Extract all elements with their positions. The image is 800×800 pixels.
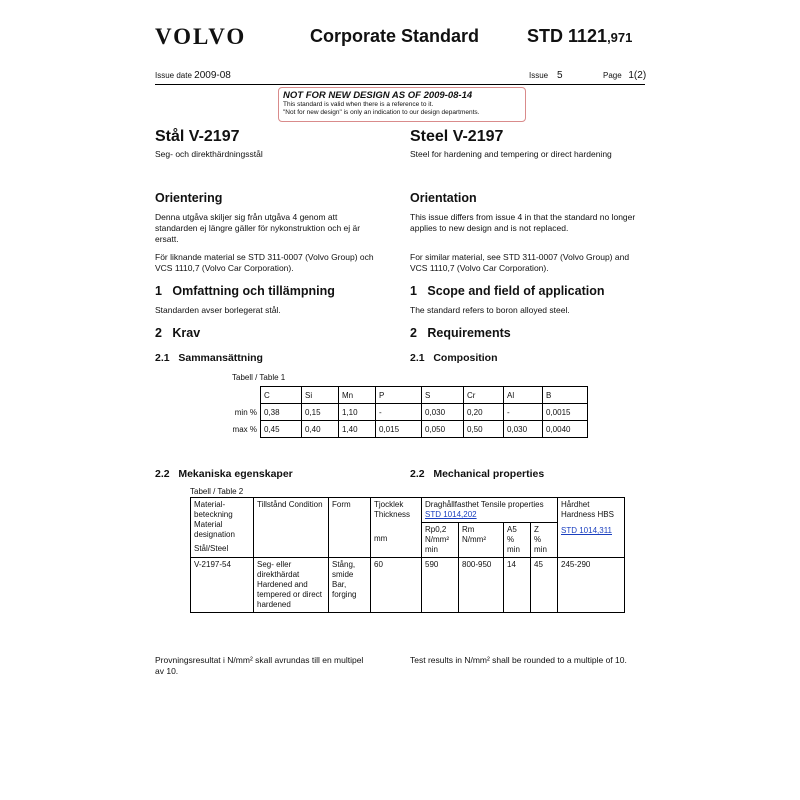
a5-symbol: A5 [507,525,517,534]
orientation-heading-en: Orientation [410,191,477,205]
condition-header: Tillstånd Condition [254,498,329,558]
notice-line-1: This standard is valid when there is a reference to it. [283,101,434,108]
rp-cell: 590 [422,558,459,613]
row-label: min % [234,407,257,417]
z-header [531,523,558,558]
orientation-p1-sv: Denna utgåva skiljer sig från utgåva 4 genom att standarden ej längre gäller för nykonstruktion och ej är ersatt. [155,212,361,244]
form-header: Form [329,498,371,558]
hardness-header-text: Hårdhet Hardness HBS [561,500,614,519]
section-2-heading-en: 2 Requirements [410,326,511,340]
standard-number-main: STD 1121 [527,26,608,46]
table-cell: 0,0040 [543,421,588,438]
table-header-cell: S [422,387,464,404]
section-2-1-heading-sv: 2.1 Sammansättning [155,352,263,364]
thickness-header [371,498,422,558]
material-header-sub: Stål/Steel [194,544,229,553]
row-label: max % [232,424,257,434]
table-header-cell: Si [302,387,339,404]
tensile-standard-link[interactable]: STD 1014,202 [425,510,477,519]
hardness-header [558,498,625,558]
document-type-title: Corporate Standard [310,26,480,46]
hardness-standard-link[interactable]: STD 1014,311 [561,526,612,535]
notice-title: NOT FOR NEW DESIGN AS OF 2009-08-14 [283,90,473,101]
rounding-note-sv: Provningsresultat i N/mm² skall avrundas till en multipel av 10. [155,655,364,676]
z-cell: 45 [531,558,558,613]
a5-header [504,523,531,558]
thickness-header-text: Tjocklek Thickness [374,500,411,519]
issue-label: Issue [529,71,549,80]
tensile-header [422,498,558,523]
rm-symbol: Rm [462,525,475,534]
page-number [603,70,646,81]
rounding-note-en: Test results in N/mm² shall be rounded to a multiple of 10. [410,655,627,665]
rm-header [459,523,504,558]
issue-date-value: 2009-08 [194,70,231,81]
issue-date [155,70,231,81]
z-unit: % min [534,535,547,554]
table-header-row [226,387,588,404]
table-cell: 0,15 [302,404,339,421]
orientation-p2-en: For similar material, see STD 311-0007 (Volvo Group) and VCS 1110,7 (Volvo Car Corporation). [410,252,630,273]
section-1-heading-sv: 1 Omfattning och tillämpning [155,284,335,298]
thickness-unit: mm [374,534,388,543]
table-2-caption: Tabell / Table 2 [190,487,244,496]
section-1-text-en: The standard refers to boron alloyed steel. [410,305,570,315]
thickness-cell: 60 [371,558,422,613]
table-header-cell: Mn [339,387,376,404]
table-header-cell: Cr [464,387,504,404]
header-divider [155,84,645,85]
volvo-logo: VOLVO [155,24,247,49]
table-row [191,558,625,613]
rp-header [422,523,459,558]
standard-number-suffix: ,971 [607,30,633,45]
table-corner [226,387,261,404]
table-header-cell: C [261,387,302,404]
standard-number [527,26,632,47]
material-header [191,498,254,558]
section-1-heading-en: 1 Scope and field of application [410,284,605,298]
table-header-cell: Al [504,387,543,404]
hardness-cell: 245-290 [558,558,625,613]
a5-unit: % min [507,535,520,554]
table-cell: 1,40 [339,421,376,438]
title-sv: Stål V-2197 [155,128,240,145]
material-cell: V-2197-54 [191,558,254,613]
section-1-text-sv: Standarden avser borlegerat stål. [155,305,281,315]
issue-number [529,70,563,81]
a5-cell: 14 [504,558,531,613]
not-for-new-design-notice [278,87,526,122]
section-2-2-heading-en: 2.2 Mechanical properties [410,468,545,480]
table-cell: 0,20 [464,404,504,421]
composition-table [226,386,588,438]
table-cell: 0,50 [464,421,504,438]
table-cell: 0,38 [261,404,302,421]
tensile-header-text: Draghållfasthet Tensile properties [425,500,544,509]
table-row [226,404,588,421]
section-2-heading-sv: 2 Krav [155,326,201,340]
issue-value: 5 [557,70,563,81]
rm-unit: N/mm² [462,535,486,544]
table-header-row [191,498,625,523]
subtitle-en: Steel for hardening and tempering or direct hardening [410,149,612,159]
table-cell: 0,0015 [543,404,588,421]
rm-cell: 800-950 [459,558,504,613]
table-cell: 0,030 [504,421,543,438]
orientation-p2-sv: För liknande material se STD 311-0007 (Volvo Group) och VCS 1110,7 (Volvo Car Corporation). [155,252,374,273]
material-header-text: Material-beteckning Material designation [194,500,235,539]
table-cell: - [504,404,543,421]
rp-unit: N/mm² min [425,535,449,554]
page-value: 1(2) [628,70,647,81]
table-cell: 0,030 [422,404,464,421]
page-label: Page [603,71,622,80]
form-cell: Stång, smide Bar, forging [329,558,371,613]
issue-date-label: Issue date [155,71,192,80]
subtitle-sv: Seg- och direkthärdningsstål [155,149,263,159]
title-en: Steel V-2197 [410,128,504,145]
z-symbol: Z [534,525,539,534]
condition-cell: Seg- eller direkthärdat Hardened and tempered or direct hardened [254,558,329,613]
table-cell: 0,45 [261,421,302,438]
table-row [226,421,588,438]
table-cell: - [376,404,422,421]
table-header-cell: B [543,387,588,404]
section-2-1-heading-en: 2.1 Composition [410,352,498,364]
orientation-p1-en: This issue differs from issue 4 in that the standard no longer applies to new design and is not replaced. [410,212,636,233]
rp-symbol: Rp0,2 [425,525,447,534]
table-cell: 0,40 [302,421,339,438]
table-header-cell: P [376,387,422,404]
section-2-2-heading-sv: 2.2 Mekaniska egenskaper [155,468,293,480]
table-cell: 1,10 [339,404,376,421]
orientation-heading-sv: Orientering [155,191,223,205]
table-1-caption: Tabell / Table 1 [232,373,286,382]
table-cell: 0,015 [376,421,422,438]
table-cell: 0,050 [422,421,464,438]
mechanical-properties-table [190,497,625,613]
notice-line-2: "Not for new design" is only an indication to our design departments. [283,109,480,116]
